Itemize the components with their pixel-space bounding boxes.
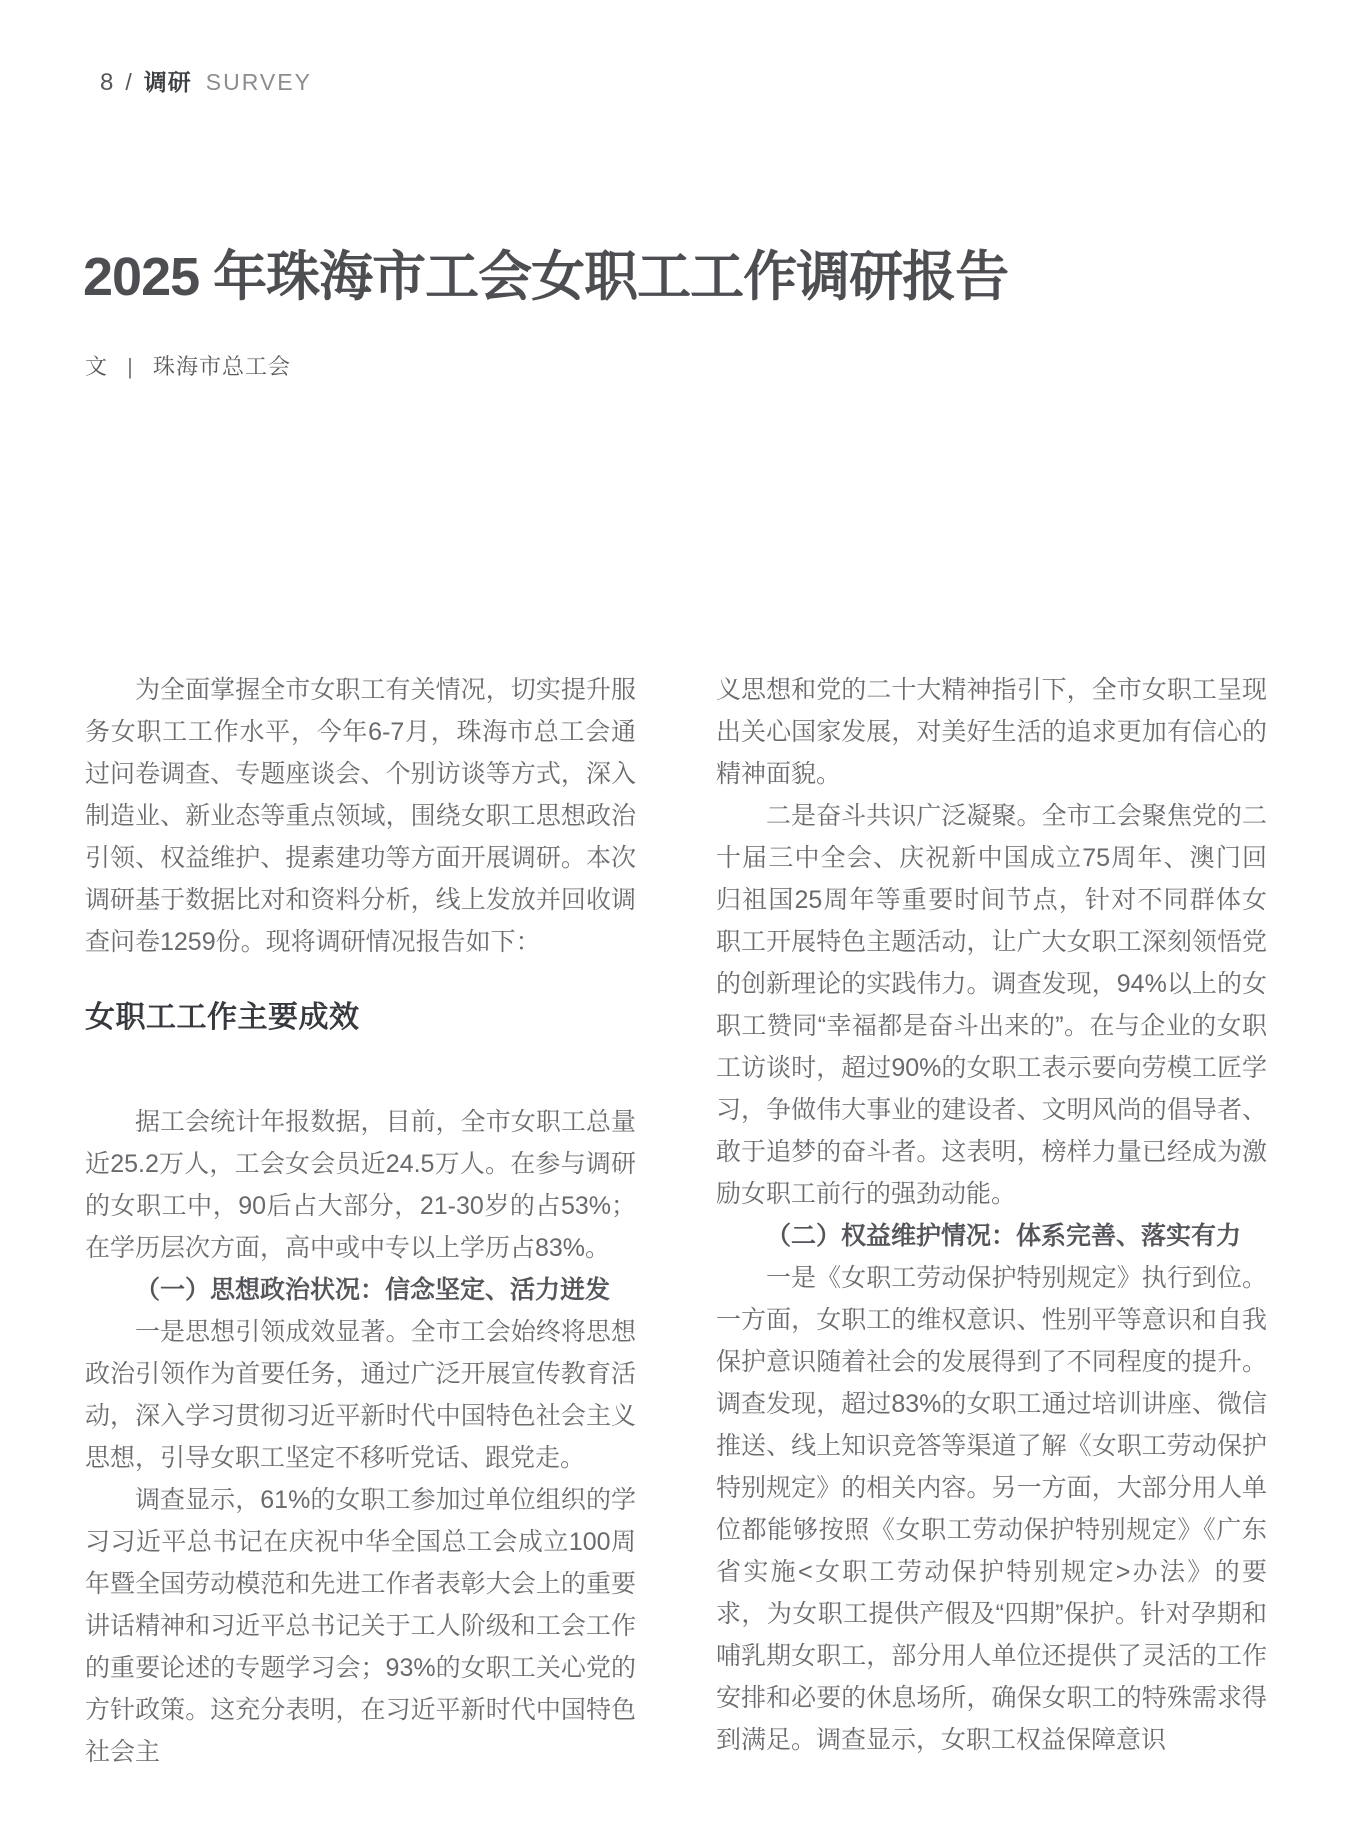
section-separator: / [125,69,132,95]
subheading-rights-protection: （二）权益维护情况：体系完善、落实有力 [766,1222,1242,1250]
section-heading-main-achievements: 女职工工作主要成效 [85,1001,360,1034]
paragraph-labor-protection: 一是《女职工劳动保护特别规定》执行到位。一方面，女职工的维权意识、性别平等意识和自我保护意识随着社会的发展得到了不同程度的提升。调查发现，超过83%的女职工通过培训讲座、微信推送、线上知识竞答等渠道了解《女职工劳动保护特别规定》的相关内容。另一方面，大部分用人单位都能够按照《女职工劳动保护特别规定》《广东省实施<女职工劳动保护特别规定>办法》的要求，为女职工提供产假及“四期”保护。针对孕期和哺乳期女职工，部分用人单位还提供了灵活的工作安排和必要的休息场所，确保女职工的特殊需求得到满足。调查显示，女职工权益保障意识 [716,1264,1267,1754]
page-header [100,64,312,97]
byline-separator: | [127,354,134,379]
page-number: 8 [100,69,114,96]
section-title-en: SURVEY [205,69,312,95]
subheading-ideology: （一）思想政治状况：信念坚定、活力迸发 [135,1276,611,1304]
paragraph-survey-study: 调查显示，61%的女职工参加过单位组织的学习习近平总书记在庆祝中华全国总工会成立100周年暨全国劳动模范和先进工作者表彰大会上的重要讲话精神和习近平总书记关于工人阶级和工会工作的重要论述的专题学习会；93%的女职工关心党的方针政策。这充分表明，在习近平新时代中国特色社会主 [85,1486,636,1766]
section-title-cn: 调研 [143,69,192,95]
byline-label: 文 [85,354,109,379]
paragraph-intro: 为全面掌握全市女职工有关情况，切实提升服务女职工工作水平，今年6-7月，珠海市总工会通过问卷调查、专题座谈会、个别访谈等方式，深入制造业、新业态等重点领域，围绕女职工思想政治引领、权益维护、提素建功等方面开展调研。本次调研基于数据比对和资料分析，线上发放并回收调查问卷1259份。现将调研情况报告如下： [85,676,636,956]
paragraph-continuation: 义思想和党的二十大精神指引下，全市女职工呈现出关心国家发展，对美好生活的追求更加有信心的精神面貌。 [716,676,1267,788]
paragraph-striving-consensus: 二是奋斗共识广泛凝聚。全市工会聚焦党的二十届三中全会、庆祝新中国成立75周年、澳门回归祖国25周年等重要时间节点，针对不同群体女职工开展特色主题活动，让广大女职工深刻领悟党的创新理论的实践伟力。调查发现，94%以上的女职工赞同“幸福都是奋斗出来的”。在与企业的女职工访谈时，超过90%的女职工表示要向劳模工匠学习，争做伟大事业的建设者、文明风尚的倡导者、敢于追梦的奋斗者。这表明，榜样力量已经成为激励女职工前行的强劲动能。 [716,802,1267,1208]
article-byline [85,350,291,381]
right-column [716,669,1267,1773]
article-body [85,669,1267,1773]
byline-author: 珠海市总工会 [152,354,291,379]
paragraph-ideology-lead: 一是思想引领成效显著。全市工会始终将思想政治引领作为首要任务，通过广泛开展宣传教育活动，深入学习贯彻习近平新时代中国特色社会主义思想，引导女职工坚定不移听党话、跟党走。 [85,1318,636,1472]
paragraph-statistics: 据工会统计年报数据，目前，全市女职工总量近25.2万人，工会女会员近24.5万人。在参与调研的女职工中，90后占大部分，21-30岁的占53%；在学历层次方面，高中或中专以上学历占83%。 [85,1108,636,1262]
left-column [85,669,636,1773]
article-title: 2025 年珠海市工会女职工工作调研报告 [83,247,1009,307]
